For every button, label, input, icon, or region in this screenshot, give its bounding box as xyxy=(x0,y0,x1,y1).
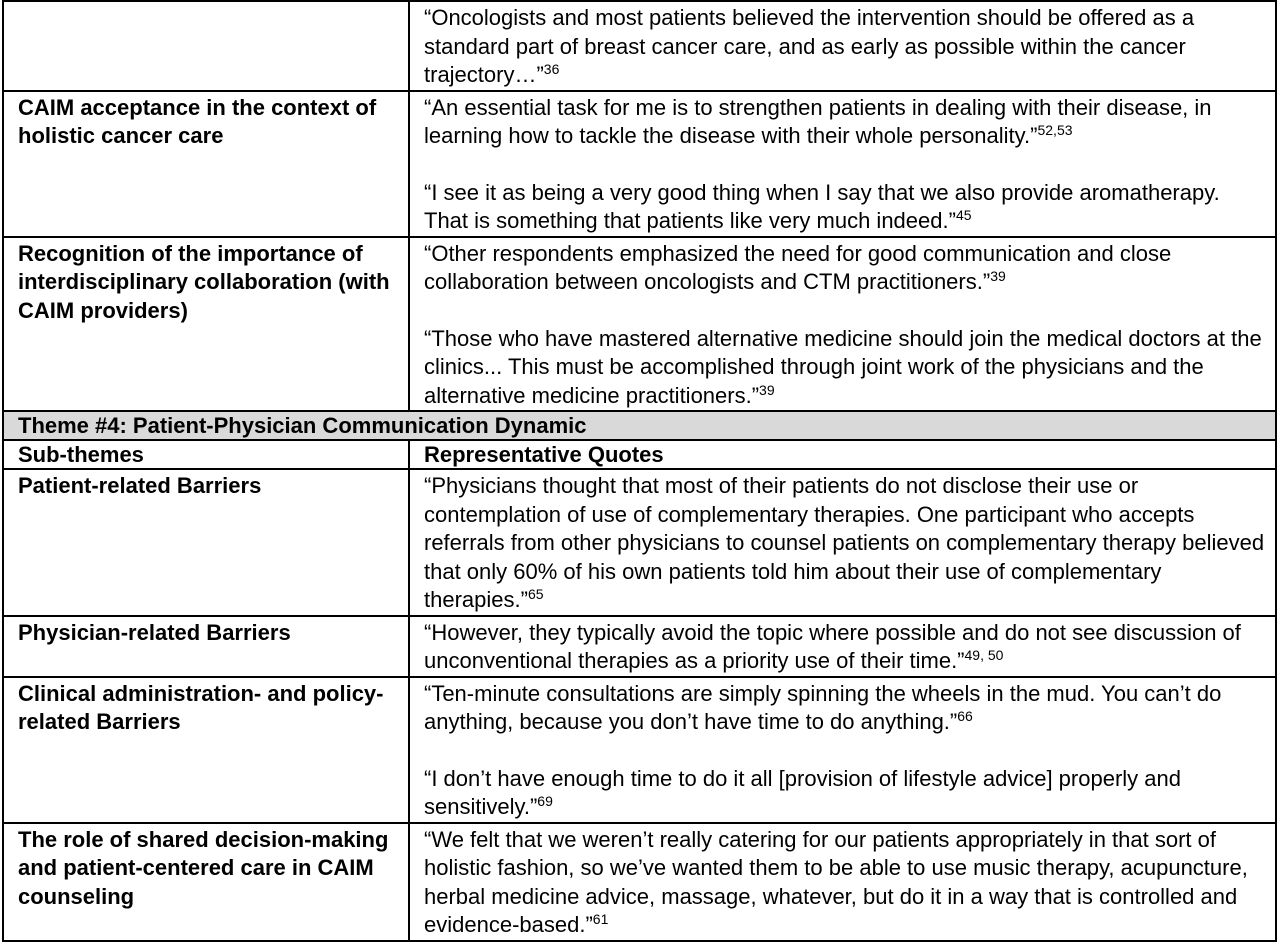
reference-number: 66 xyxy=(957,708,973,724)
quote-cell xyxy=(409,469,1276,616)
table-row xyxy=(3,1,1276,91)
reference-number: 39 xyxy=(990,268,1006,284)
reference-number: 65 xyxy=(527,586,544,602)
table-row xyxy=(3,469,1276,616)
quote-text: “Those who have mastered alternative medicine should join the medical doctors at the clinics... This must be accomplished through joint work of the physicians and the alternative medicine practitioners.” xyxy=(424,325,1262,408)
quote xyxy=(424,680,1267,737)
reference-number: 52,53 xyxy=(1037,122,1073,138)
theme-header-row xyxy=(3,411,1276,440)
quote-text: “I don’t have enough time to do it all [provision of lifestyle advice] properly and sensitively.” xyxy=(424,765,1181,819)
quote xyxy=(424,826,1267,940)
quote-cell xyxy=(409,823,1276,941)
reference-number: 61 xyxy=(592,911,609,927)
quote-text: “Oncologists and most patients believed the intervention should be offered as a standard part of breast cancer care, and as early as possible within the cancer trajectory…” xyxy=(424,5,1195,87)
quote-cell xyxy=(409,1,1276,91)
quote xyxy=(424,240,1267,297)
reference-number: 45 xyxy=(955,207,972,223)
quote-text: “Physicians thought that most of their patients do not disclose their use or contemplation of use of complementary therapies. One participant who accepts referrals from other physicians to counsel patients on complementary therapy believed that only 60% of his own patients told him about their use of complementary therapies.” xyxy=(424,473,1265,612)
subtheme-cell: Physician-related Barriers xyxy=(3,616,409,677)
quotes-table xyxy=(2,0,1277,942)
quote xyxy=(424,179,1267,236)
quote-text: “We felt that we weren’t really catering for our patients appropriately in that sort of holistic fashion, so we’ve wanted them to be able to use music therapy, acupuncture, herbal medicine advice, massage, whatever, but do it in a way that is controlled and evidence-based.” xyxy=(424,826,1248,937)
quote xyxy=(424,94,1267,151)
reference-number: 49, 50 xyxy=(964,647,1004,663)
column-header-subthemes: Sub-themes xyxy=(3,440,409,469)
quote xyxy=(424,472,1267,615)
quote-text: “I see it as being a very good thing when I say that we also provide aromatherapy. That is something that patients like very much indeed.” xyxy=(424,179,1220,233)
quote-cell xyxy=(409,91,1276,237)
subtheme-cell: Clinical administration- and policy-related Barriers xyxy=(3,677,409,823)
quote xyxy=(424,4,1267,90)
quote xyxy=(424,619,1267,676)
table-row xyxy=(3,91,1276,237)
theme-title: Theme #4: Patient-Physician Communication Dynamic xyxy=(3,411,1276,440)
column-header-quotes: Representative Quotes xyxy=(409,440,1276,469)
quote xyxy=(424,325,1267,411)
subtheme-cell: Patient-related Barriers xyxy=(3,469,409,616)
subtheme-cell: The role of shared decision-making and patient-centered care in CAIM counseling xyxy=(3,823,409,941)
quote-cell xyxy=(409,677,1276,823)
column-header-row xyxy=(3,440,1276,469)
quote-cell xyxy=(409,616,1276,677)
quote-cell xyxy=(409,237,1276,412)
reference-number: 36 xyxy=(543,61,560,77)
quote xyxy=(424,765,1267,822)
table-row xyxy=(3,616,1276,677)
table-row xyxy=(3,237,1276,412)
table-row xyxy=(3,677,1276,823)
subtheme-cell: CAIM acceptance in the context of holistic cancer care xyxy=(3,91,409,237)
table-row xyxy=(3,823,1276,941)
quote-text: “Other respondents emphasized the need for good communication and close collaboration between oncologists and CTM practitioners.” xyxy=(424,240,1172,294)
quote-text: “However, they typically avoid the topic where possible and do not see discussion of unconventional therapies as a priority use of their time.” xyxy=(424,619,1241,673)
quote-text: “Ten-minute consultations are simply spinning the wheels in the mud. You can’t do anything, because you don’t have time to do anything.” xyxy=(424,680,1222,734)
reference-number: 69 xyxy=(537,793,553,809)
reference-number: 39 xyxy=(759,381,775,398)
quote-text: “An essential task for me is to strengthen patients in dealing with their disease, in learning how to tackle the disease with their whole personality.” xyxy=(424,94,1212,148)
subtheme-cell xyxy=(3,1,409,91)
subtheme-cell: Recognition of the importance of interdisciplinary collaboration (with CAIM providers) xyxy=(3,237,409,412)
